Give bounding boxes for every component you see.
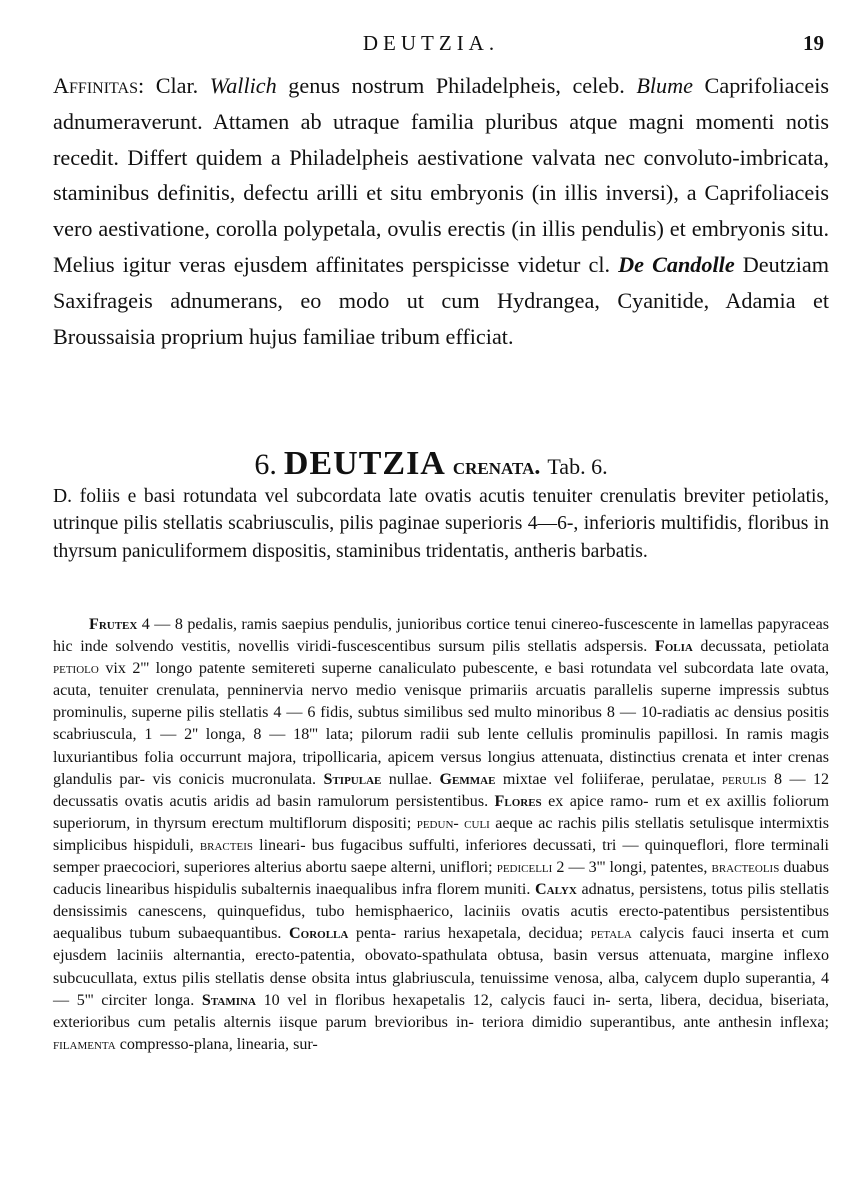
description-text: rum et ex axillis foliorum superiorum, in thyrsum erectum multiflorum dispositi;: [53, 792, 829, 832]
description-term: filamenta: [53, 1035, 116, 1053]
affinitas-text-3: Caprifoliaceis adnumeraverunt. Attamen ab utraque familia pluribus atque magni momenti notis recedit. Differt quidem a Philadelpheis aestivatione valvata nec convoluto-imbricata, staminibus definitis, defectu arilli et situ embryonis (in illis inversi), a Caprifoliaceis vero aestivatione, corolla polypetala, ovulis erectis (in illis pendulis) et embryonis situ. Melius igitur veras ejusdem affinitates perspicisse videtur cl.: [53, 73, 829, 277]
affinitas-text-2: genus nostrum Philadelpheis, celeb.: [288, 73, 625, 98]
description-text: teriora dimidio superantibus, ante anthesin inflexa;: [481, 1013, 830, 1031]
author-name-blume: Blume: [636, 73, 694, 98]
affinitas-text-4: Deutziam Saxifrageis adnumerans, eo modo ut cum Hydrangea, Cyanitide, Adamia et Broussaisia proprium hujus familiae tribum efficiat.: [53, 251, 829, 349]
description-term: petala: [590, 925, 632, 943]
plate-reference: Tab. 6.: [547, 454, 608, 479]
description-paragraph: [53, 614, 829, 1056]
description-text: subtus prominulis, superne pilis stellatis 4 — 6 fidis, subtus similibus sed multo minoribus: [53, 682, 829, 722]
running-title: DEUTZIA.: [362, 31, 500, 55]
affinitas-separator: :: [137, 73, 145, 98]
description-term: Flores: [494, 792, 542, 810]
description-term: culi: [464, 814, 490, 832]
description-term: Stipulae: [323, 770, 382, 788]
description-term: Calyx: [535, 881, 577, 899]
description-text: superiores alterius abortu saepe alterni, uniflori;: [184, 859, 497, 877]
description-text: duabus caducis linearibus hispidulis subalternis inaequalibus infra florem muniti.: [53, 859, 829, 899]
description-term: Gemmae: [439, 770, 496, 788]
species-number: 6.: [254, 448, 277, 481]
description-text: adnatus,: [576, 881, 635, 899]
affinitas-label: Affinitas: [53, 73, 138, 98]
description-term: Stamina: [201, 991, 256, 1009]
description-text: aeque ac rachis pilis stellatis setulisque intermixtis simplicibus hispiduli,: [53, 814, 829, 854]
description-term: petiolo: [53, 660, 99, 678]
description-text: sub lente cellulis prominulis papillosi. In ramis magis luxuriantibus folia occurrunt majora,: [53, 726, 830, 766]
author-name-decandolle: De Candolle: [618, 251, 735, 277]
diagnosis-text: D. foliis e basi rotundata vel subcordata late ovatis acutis tenuiter crenulatis breviter petiolatis, utrinque pilis stellatis scabriusculis, pilis paginae superioris 4—6-, inferioris multifidis, floribus in thyrsum paniculiformem dispositis, staminibus tridentatis, antheris barbatis.: [53, 486, 829, 562]
page-number: 19: [803, 31, 824, 55]
description-text: decussata, petiolata: [692, 638, 829, 656]
description-term: Frutex: [89, 616, 138, 633]
description-text: nullae.: [381, 770, 440, 788]
description-text: lineari-: [253, 836, 306, 854]
description-term: bracteis: [199, 836, 253, 854]
description-text: erecto-patentia, obovato-spathulata obtusa, basin versus attenuata, margine inflexo subcucullata,: [53, 947, 829, 987]
description-text: — 12 decussatis ovatis acutis aridis ad basin ramulorum persistentibus.: [53, 770, 830, 810]
description-text: 2 — 3''' longi, patentes,: [552, 859, 712, 877]
affinitas-text-1: Clar.: [155, 73, 199, 98]
description-text: serta, libera, decidua, biseriata, exterioribus cum petalis alternis iisque parum brevioribus in-: [53, 991, 830, 1031]
description-text: 10 vel in floribus hexapetalis 12, calycis fauci in-: [255, 991, 611, 1009]
description-text: calycis fauci inserta et cum ejusdem laciniis alternantia,: [53, 925, 829, 965]
description-text: ovatis acutis erecto-patentibus persistentibus aequalibus tubum subaequantibus.: [53, 903, 829, 943]
description-term: pedun-: [416, 814, 459, 832]
author-name-wallich: Wallich: [209, 73, 277, 98]
description-text: compresso-plana, linearia, sur-: [115, 1035, 318, 1053]
description-term: Corolla: [289, 925, 349, 943]
description-text: 8: [766, 770, 783, 788]
description-text: extus pilis stellatis dense obsita intus glabriuscula, tenuissime venosa, alba, calycem duplo: [142, 969, 741, 987]
description-text: 8 — 10-radiatis ac densius positis scabriuscula, 1 — 2'' longa, 8 — 18''' lata; pilorum radii: [53, 704, 829, 744]
description-text: vis conicis mucronulata.: [152, 770, 324, 788]
description-text: superantia, 4 — 5''' circiter longa.: [53, 969, 829, 1009]
description-text: vix 2''' longo patente semitereti: [98, 660, 316, 678]
description-text: superne canaliculato pubescente, e basi rotundata vel subcordata late ovata, acuta, tenuiter: [53, 660, 829, 700]
description-text: persistens, totus pilis stellatis densissimis canescens, quinquefidus, tubo hemisphaerico, laciniis: [53, 881, 830, 921]
description-term: perulis: [721, 770, 767, 788]
description-text: ex apice ramo-: [541, 792, 649, 810]
affinitas-paragraph: [53, 68, 829, 354]
description-text: crenulata, penninervia nervo medio venisque primariis arcuatis parallelis superne impressis: [156, 682, 780, 700]
description-term: Folia: [654, 638, 693, 656]
description-term: bracteolis: [711, 859, 780, 877]
species-heading: [0, 445, 862, 483]
description-text: 4 — 8 pedalis, ramis saepius pendulis, junioribus cortice tenui cinereo-fuscescente: [137, 616, 678, 633]
description-text: penta-: [348, 925, 397, 943]
species-genus: DEUTZIA: [283, 445, 446, 482]
description-text: bus fugacibus suffulti, inferiores decussati, tri — quinqueflori, flore terminali semper praecociori,: [53, 836, 830, 877]
description-text: mixtae vel foliiferae, perulatae,: [495, 770, 722, 788]
description-term: pedicelli: [496, 859, 553, 877]
description-text: tripollicaria, apicem versus longius attenuata, distinctius crenata et inter crenas glandulis par-: [53, 748, 829, 788]
description-text: stellatis adspersis.: [527, 638, 655, 656]
species-epithet: crenata.: [452, 454, 541, 480]
description-text: in lamellas papyraceas hic inde solvendo vestitis, novellis viridi-fuscescentibus sursum pilis: [53, 616, 830, 656]
diagnosis-paragraph: [53, 483, 829, 565]
description-text: rarius hexapetala, decidua;: [403, 925, 591, 943]
